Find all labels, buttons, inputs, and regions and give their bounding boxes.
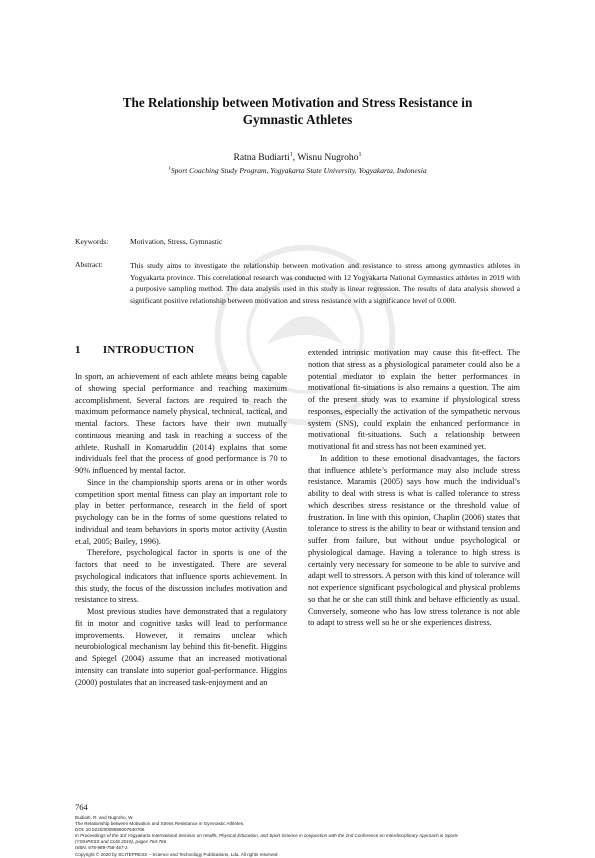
section-heading (75, 344, 194, 356)
affiliation-sup: 1 (168, 166, 171, 172)
footer-line: DOI: 10.5220/0009896007640766 (75, 827, 145, 833)
section-number: 1 (75, 344, 81, 356)
abstract-label: Abstract: (75, 260, 103, 269)
abstract-text: This study aims to investigate the relationship between motivation and resistance to stress among gymnastics athletes in Yogyakarta province. This correlational research was conducted with 12 Yogyakarta National Gymnastics athletes in 2019 with a purposive sampling method. The data analysis used in this study is linear regression. The results of data analysis showed a significant positive relationship between motivation and stress resistance with a significance level of 0.000. (130, 261, 520, 305)
paragraph: In sport, an achievement of each athlete means being capable of showing special performance and reaching maximum accomplishment. Several factors are required to reach the maximum peformance namely physical, technical, tactical, and mental factors. These factors have their own mutually continuous meaning and task in reaching a success of the athlete. Rushall in Komaruddin (2014) explains that some individuals feel that the process of good performance is 70 to 90% influenced by mental factor. (75, 372, 287, 475)
author-separator: , (292, 152, 298, 164)
page-number: 764 (75, 802, 88, 812)
author-1: Ratna Budiarti (233, 152, 290, 164)
section-title: INTRODUCTION (102, 344, 195, 356)
author-2: Wisnu Nugroho (297, 152, 359, 164)
author-list (0, 152, 595, 163)
footer-line: In Proceedings of the 3rd Yogyakarta International Seminar on Health, Physical Education, and Sport Science in conjunction with the 2nd Conference on Interdisciplinary Approach in Sports (75, 833, 459, 839)
citation-footer (75, 815, 545, 858)
affiliation-text: Sport Coaching Study Program, Yogyakarta State University, Yogyakarta, Indonesia (170, 166, 427, 175)
paper-title (60, 94, 535, 128)
author-2-sup: 1 (358, 152, 362, 158)
footer-line: (YISHPESS and CoIS 2019), pages 764-766 (75, 839, 167, 845)
footer-line: Copyright © 2020 by SCITEPRESS – Science and Technology Publications, Lda. All rights reserved (75, 851, 278, 857)
title-line-1: The Relationship between Motivation and Stress Resistance in (122, 95, 473, 110)
left-column (75, 371, 287, 688)
footer-line: Budiarti, R. and Nugroho, W. (75, 815, 134, 820)
title-line-2: Gymnastic Athletes (242, 112, 353, 127)
paragraph: Since in the championship sports arena or in other words competition sport mental fitness can play an important role to play in better performance, research in the field of sport psychology can be in the forms of some questions related to individual and team behaviors in sports motor activity (Austin et.al, 2005; Bailey, 1996). (75, 477, 287, 546)
right-column (308, 347, 520, 629)
paragraph: Therefore, psychological factor in sports is one of the factors that need to be investigated. There are several psychological indicators that influence sports achievement. In this study, the focus of the discussion includes motivation and resistance to stress. (75, 548, 287, 605)
paragraph: In addition to these emotional disadvantages, the factors that influence athlete’s performance may also include stress resistance. Maramis (2005) says how much the individual’s ability to deal with stress is what is called tolerance to stress which describes stress resistance or the threshold value of frustration. In line with this opinion, Chaplin (2006) states that tolerance to stress is the ability to bear or withstand tension and suffer from failure, but without undue psychological or physiological damage. Having a tolerance to high stress is certainly very necessary for someone to be able to survive and adapt well to stressors. A person with this kind of tolerance will not experience significant psychological and physical problems so that he or she can still think and behave efficiently as usual. Conversely, someone who has low stress tolerance is not able to adapt to stress well so he or she experiences distress. (308, 453, 520, 628)
paragraph: Most previous studies have demonstrated that a regulatory fit in motor and cognitive tasks will lead to performance improvements. However, it remains unclear which neurobiological mechanism lay behind this fit-benefit. Higgins and Spiegel (2004) assume that an increased motivational intensity can translate into superior goal-performance. Higgins (2000) postulates that an increased task-enjoyment and an (75, 607, 287, 687)
keywords-text: Motivation, Stress, Gymnastic (130, 237, 223, 246)
footer-line: The Relationship between Motivation and Stress Resistance in Gymnastic Athletes. (75, 821, 245, 827)
paragraph: extended intrinsic motivation may cause this fit-effect. The notion that stress as a physiological parameter could also be a potential mediator to explain the better performances in motivational fit-situations is also remains a question. The aim of the present study was to examine if physiological stress responses, especially the activation of the sympathetic nervous system (SNS), could explain the enhanced performance in motivational fit-situations. Such a relationship between motivational fit and stress has not been examined yet. (308, 348, 520, 451)
keywords-label: Keywords: (75, 237, 109, 246)
author-1-sup: 1 (289, 152, 293, 158)
footer-line: ISBN: 978-989-758-457-2 (75, 845, 128, 851)
affiliation (0, 166, 595, 175)
